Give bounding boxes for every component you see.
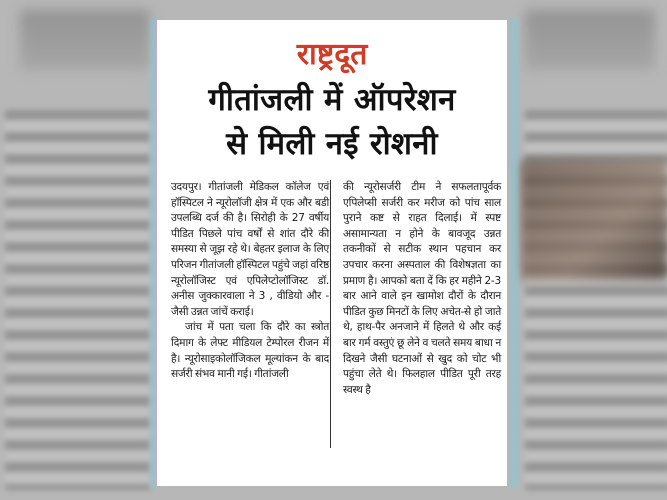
clipping-edge-right [510, 18, 518, 488]
headline [157, 78, 507, 166]
masthead: राष्ट्रदूत [296, 37, 368, 72]
article-column-2 [343, 180, 501, 450]
article-column-1 [171, 180, 329, 450]
column-divider [330, 180, 331, 448]
paragraph: जांच में पता चला कि दौरे का स्त्रोत दिमाग के लेफ्ट मीडियल टेम्पोरल रीजन में है। न्यूरोसाइकोलॉजिकल मूल्यांकन के बाद सर्जरी संभव मानी गई। गीतांजली [171, 321, 329, 381]
blurred-photo [520, 160, 667, 280]
headline-line-2: से मिली नई रोशनी [226, 126, 438, 162]
newspaper-clipping [156, 20, 508, 486]
headline-line-1: गीतांजली में ऑपरेशन [208, 82, 456, 118]
blurred-heading-right [525, 10, 655, 70]
blurred-text-left [5, 110, 150, 490]
paragraph: की न्यूरोसर्जरी टीम ने सफलतापूर्वक एपिलेप्सी सर्जरी कर मरीज को पांच साल पुराने कष्ट से राहत दिलाई। में स्पष्ट असामान्यता न होने के बावजूद उन्नत तकनीकों से सटीक स्थान पहचान कर उपचार करना अस्पताल की विशेषज्ञता का प्रमाण है। आपको बता दें कि हर महीने 2-3 बार आने वाले इन खामोश दौरों के दौरान पीडित कुछ मिनटों के लिए अचेत-से हो जाते थे, हाथ-पैर अनजाने में हिलते थे और कई बार गर्म वस्तुएं छू लेने व चलते समय बाधा न दिखने जैसी घटनाओं से खुद को चोट भी पहुंचा लेते थे। फिलहाल पीडित पूरी तरह स्वस्थ है [343, 181, 501, 396]
article-body [171, 180, 501, 450]
paragraph: उदयपुर। गीतांजली मेडिकल कॉलेज एवं हॉस्पिटल ने न्यूरोलॉजी क्षेत्र में एक और बडी उपलब्धि दर्ज की है। सिरोही के 27 वर्षीय पीडित पिछले पांच वर्षों से शांत दौरे की समस्या से जूझ रहे थे। बेहतर इलाज के लिए परिजन गीतांजली हॉस्पिटल पहुंचे जहां वरिष्ठ न्यूरोलॉजिस्ट एवं एपिलेप्टोलॉजिस्ट डॉ. अनीस जुक्कारवाला ने 3 , वीडियो और - जैसी उन्नत जांचें कराई। [171, 181, 329, 318]
blurred-heading-left [20, 10, 150, 70]
